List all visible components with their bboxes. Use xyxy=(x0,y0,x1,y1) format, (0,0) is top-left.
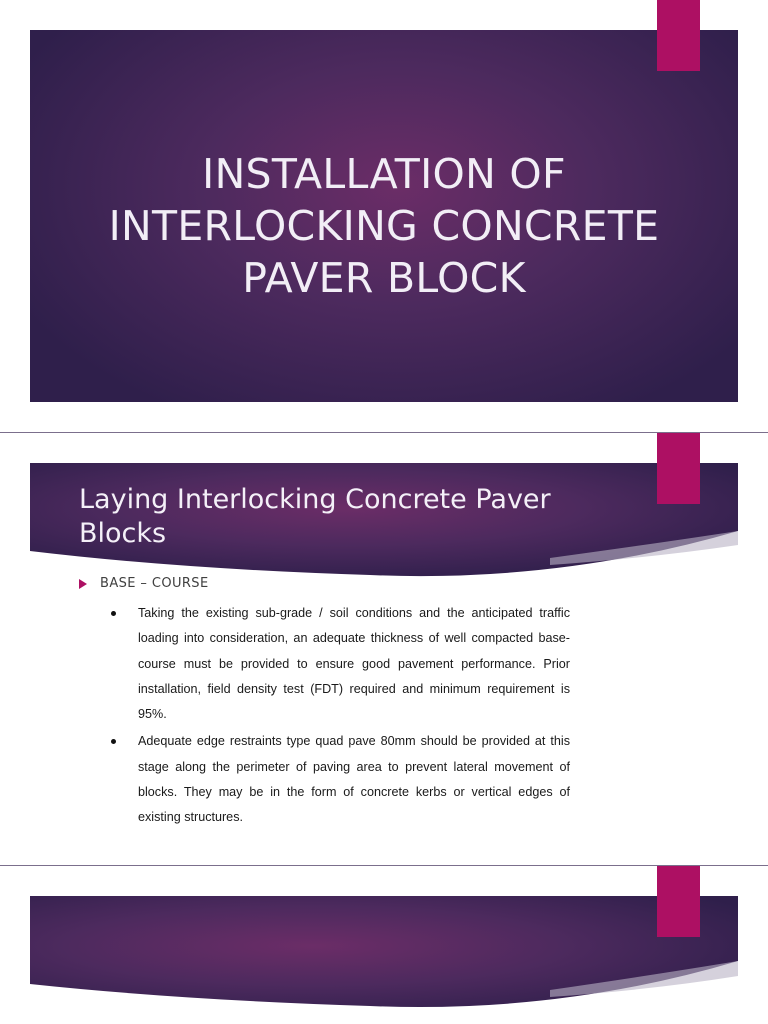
slide-3 xyxy=(0,866,768,1024)
list-item xyxy=(108,601,570,727)
accent-tab xyxy=(657,433,700,504)
triangle-bullet-icon xyxy=(79,579,87,589)
accent-tab xyxy=(657,866,700,937)
slide-1 xyxy=(0,0,768,432)
bullet-base-course xyxy=(79,576,209,591)
list-item-text: Adequate edge restraints type quad pave 80mm should be provided at this stage along the perimeter of paving area to prevent lateral movement of blocks. They may be in the form of concrete kerbs or vertical edges of existing structures. xyxy=(138,734,570,825)
accent-tab xyxy=(657,0,700,71)
bullet-label: BASE – COURSE xyxy=(100,576,209,591)
list-item xyxy=(108,729,570,830)
sub-bullet-list xyxy=(108,601,570,833)
dot-bullet-icon xyxy=(111,739,116,744)
slide-2 xyxy=(0,433,768,865)
slide-2-title: Laying Interlocking Concrete Paver Blocks xyxy=(79,484,551,549)
header-band xyxy=(0,866,768,1024)
list-item-text: Taking the existing sub-grade / soil conditions and the anticipated traffic loading into consideration, an adequate thickness of well compacted base-course must be provided to ensure good pavement performance. Prior installation, field density test (FDT) required and minimum requirement is 95%. xyxy=(138,606,570,722)
dot-bullet-icon xyxy=(111,611,116,616)
slide-1-title: INSTALLATION OF INTERLOCKING CONCRETE PAVER BLOCK xyxy=(108,150,660,302)
